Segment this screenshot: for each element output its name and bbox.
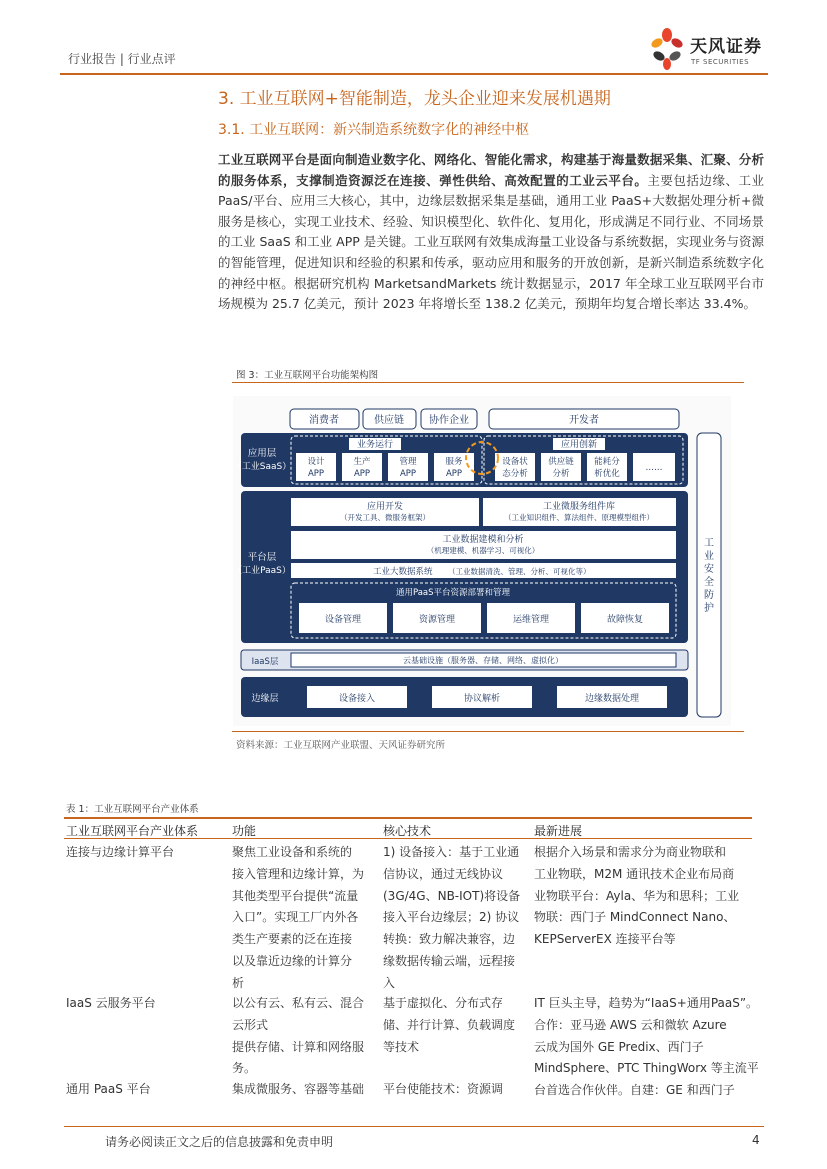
logo-text-en: TF SECURITIES <box>691 58 750 66</box>
table-header-system: 工业互联网平台产业体系 <box>66 824 199 838</box>
iaas-content: 云基础设施（服务器、存储、网络、虚拟化） <box>403 656 563 665</box>
stakeholder-partner: 协作企业 <box>429 415 469 426</box>
body-lead-bold: 工业互联网平台是面向制造业数字化、网络化、智能化需求，构建基于海量数据采集、汇聚、分析的服务体系，支撑制造资源泛在连接、弹性供给、高效配置的工业云平台。 <box>218 152 764 188</box>
table-cell: 等技术 <box>383 1039 420 1054</box>
header-breadcrumb: 行业报告 | 行业点评 <box>68 52 176 66</box>
paas-mgmt: 通用PaaS平台资源部署和管理 <box>395 588 511 598</box>
innov-energy-1: 能耗分 <box>594 457 620 467</box>
table-cell: IaaS 云服务平台 <box>66 996 156 1010</box>
security-char-3: 安 <box>704 564 714 575</box>
table-cell: MindSphere、PTC ThingWorx 等主流平 <box>534 1061 759 1076</box>
app-dev-sub: （开发工具、微服务框架） <box>340 513 430 522</box>
edge-data-processing: 边缘数据处理 <box>584 694 640 704</box>
table-cell: 其他类型平台提供“流量 <box>232 888 359 903</box>
table-cell: 信协议，通过无线协议 <box>383 866 504 881</box>
edge-device-access: 设备接入 <box>338 694 376 704</box>
table-cell: 缘数据传输云端，远程接 <box>383 954 516 968</box>
table-cell: 业物联平台：Ayla、华为和思科；工业 <box>534 888 740 903</box>
table-cell: 通用 PaaS 平台 <box>66 1082 151 1096</box>
page-number: 4 <box>752 1133 760 1147</box>
paas-device-mgmt: 设备管理 <box>324 615 362 625</box>
table-cell: (3G/4G、NB-IOT)将设备 <box>383 888 521 903</box>
innov-equip-2: 态分析 <box>502 469 528 479</box>
security-char-1: 工 <box>704 538 714 549</box>
figure-bottom-rule <box>232 731 744 732</box>
table-cell: 合作：亚马逊 AWS 云和微软 Azure <box>534 1017 727 1032</box>
data-modeling: 工业数据建模和分析 <box>442 535 524 545</box>
footer-divider <box>64 1126 764 1127</box>
security-char-6: 护 <box>704 603 714 614</box>
table-cell: 连接与边缘计算平台 <box>66 845 175 859</box>
table-cell: 类生产要素的泛在连接 <box>232 932 353 947</box>
table-top-rule <box>64 817 752 819</box>
figure-caption: 图 3：工业互联网平台功能架构图 <box>236 370 379 381</box>
footer-disclaimer: 请务必阅读正文之后的信息披露和免责申明 <box>105 1135 334 1149</box>
table-cell: 集成微服务、容器等基础 <box>232 1082 365 1096</box>
paas-resource-mgmt: 资源管理 <box>418 615 456 625</box>
app-design-1: 设计 <box>307 457 325 467</box>
table-cell: 提供存储、计算和网络服 <box>232 1039 365 1054</box>
table-cell: 析 <box>232 975 245 990</box>
paas-fault-recovery: 故障恢复 <box>606 615 644 625</box>
innov-more: …… <box>645 463 663 473</box>
app-management-2: APP <box>399 469 417 479</box>
table-cell: 储、并行计算、负载调度 <box>383 1017 516 1032</box>
table-cell: 云成为国外 GE Predix、西门子 <box>534 1039 704 1054</box>
logo-text-cn: 天风证券 <box>690 37 762 57</box>
innov-supply-2: 分析 <box>552 469 570 479</box>
app-layer-label: 应用层 <box>247 448 277 459</box>
table-cell: 接入管理和边缘计算，为 <box>232 866 365 881</box>
table-header-function: 功能 <box>232 824 257 838</box>
architecture-diagram <box>233 396 731 726</box>
iaas-label: IaaS层 <box>251 657 279 667</box>
data-modeling-sub: （机理建模、机器学习、可视化） <box>426 546 540 555</box>
table-cell: 工业物联，M2M 通讯技术企业布局商 <box>534 866 735 881</box>
ops-label: 业务运行 <box>356 440 394 450</box>
app-service-1: 服务 <box>445 457 463 467</box>
table-cell: 平台使能技术：资源调 <box>383 1082 504 1096</box>
table-cell: 基于虚拟化、分布式存 <box>383 996 504 1010</box>
table-cell: KEPServerEX 连接平台等 <box>534 932 676 947</box>
table-cell: 入口”。实现工厂内外各 <box>232 910 359 925</box>
subsection-heading: 3.1. 工业互联网：新兴制造系统数字化的神经中枢 <box>218 122 530 138</box>
table-cell: 1) 设备接入：基于工业通 <box>383 845 520 859</box>
stakeholder-developer: 开发者 <box>569 415 599 426</box>
table-header-core-tech: 核心技术 <box>383 824 432 838</box>
table-cell: 物联：西门子 MindConnect Nano、 <box>534 910 736 925</box>
table-cell: 云形式 <box>232 1017 269 1032</box>
security-char-4: 全 <box>704 577 714 588</box>
table-cell: 以及靠近边缘的计算分 <box>232 954 353 968</box>
figure-source: 资料来源：工业互联网产业联盟、天风证券研究所 <box>236 740 446 751</box>
security-char-2: 业 <box>704 551 714 562</box>
table-cell: 台首选合作伙伴。自建：GE 和西门子 <box>534 1083 735 1098</box>
edge-protocol-parse: 协议解析 <box>463 694 501 704</box>
edge-label: 边缘层 <box>251 694 279 704</box>
figure-top-rule <box>232 382 744 383</box>
table-cell: 转换：致力解决兼容，边 <box>383 932 516 947</box>
table-cell: 根据介入场景和需求分为商业物联和 <box>534 845 727 859</box>
app-design-2: APP <box>307 469 325 479</box>
stakeholder-supply-chain: 供应链 <box>374 415 404 426</box>
platform-layer-label: 平台层 <box>247 552 277 563</box>
micro-lib-sub: （工业知识组件、算法组件、原理模型组件） <box>504 513 654 522</box>
paas-ops-mgmt: 运维管理 <box>512 615 550 625</box>
app-production-1: 生产 <box>353 457 371 467</box>
platform-layer-sublabel: （工业PaaS） <box>233 566 291 576</box>
app-service-2: APP <box>445 469 463 479</box>
table-cell: 入 <box>383 975 396 990</box>
table-cell: IT 巨头主导，趋势为“IaaS+通用PaaS”。 <box>534 996 759 1010</box>
table-cell: 聚焦工业设备和系统的 <box>232 845 353 859</box>
table-header-latest: 最新进展 <box>534 824 583 838</box>
app-production-2: APP <box>353 469 371 479</box>
bigdata-system-sub: （工业数据清洗、管理、分析、可视化等） <box>448 567 591 576</box>
innov-energy-2: 析优化 <box>594 469 620 479</box>
flower-logo-icon <box>648 28 688 72</box>
table-cell: 务。 <box>232 1061 257 1076</box>
body-paragraph <box>218 150 764 315</box>
stakeholder-consumer: 消费者 <box>309 415 339 426</box>
header-divider <box>60 73 768 75</box>
table-header-rule <box>64 838 752 839</box>
table-cell: 以公有云、私有云、混合 <box>232 996 365 1010</box>
section-heading: 3. 工业互联网+智能制造，龙头企业迎来发展机遇期 <box>218 89 611 109</box>
app-management-1: 管理 <box>399 457 417 467</box>
table-caption: 表 1：工业互联网平台产业体系 <box>66 804 199 815</box>
bigdata-system: 工业大数据系统 <box>373 567 433 577</box>
innov-equip-1: 设备状 <box>502 457 528 467</box>
body-text: 主要包括边缘、工业 PaaS/平台、应用三大核心，其中，边缘层数据采集是基础，通用工业 PaaS+大数据处理分析+微服务是核心，实现工业技术、经验、知识模型化、软件化、复用化，形成满足不同行业、不同场景的工业 SaaS 和工业 APP 是关键。工业互联网有效集成海量工业设备与系统数据，实现业务与资源的智能管理，促进知识和经验的积累和传承，驱动应用和服务的开放创新，是新兴制造系统数字化的神经中枢。根据研究机构 MarketsandMarkets 统计数据显示，2017 年全球工业互联网平台市场规模为 25.7 亿美元，预计 2023 年将增长至 138.2 亿美元，预期年均复合增长率达 33.4%。 <box>218 172 764 312</box>
innov-supply-1: 供应链 <box>548 457 574 467</box>
brand-logo <box>648 28 768 72</box>
innov-label: 应用创新 <box>560 440 598 450</box>
micro-lib: 工业微服务组件库 <box>542 502 616 512</box>
security-char-5: 防 <box>704 590 714 601</box>
app-dev: 应用开发 <box>366 502 404 512</box>
table-cell: 接入平台边缘层；2) 协议 <box>383 910 520 925</box>
app-layer-sublabel: （工业SaaS） <box>233 462 292 472</box>
